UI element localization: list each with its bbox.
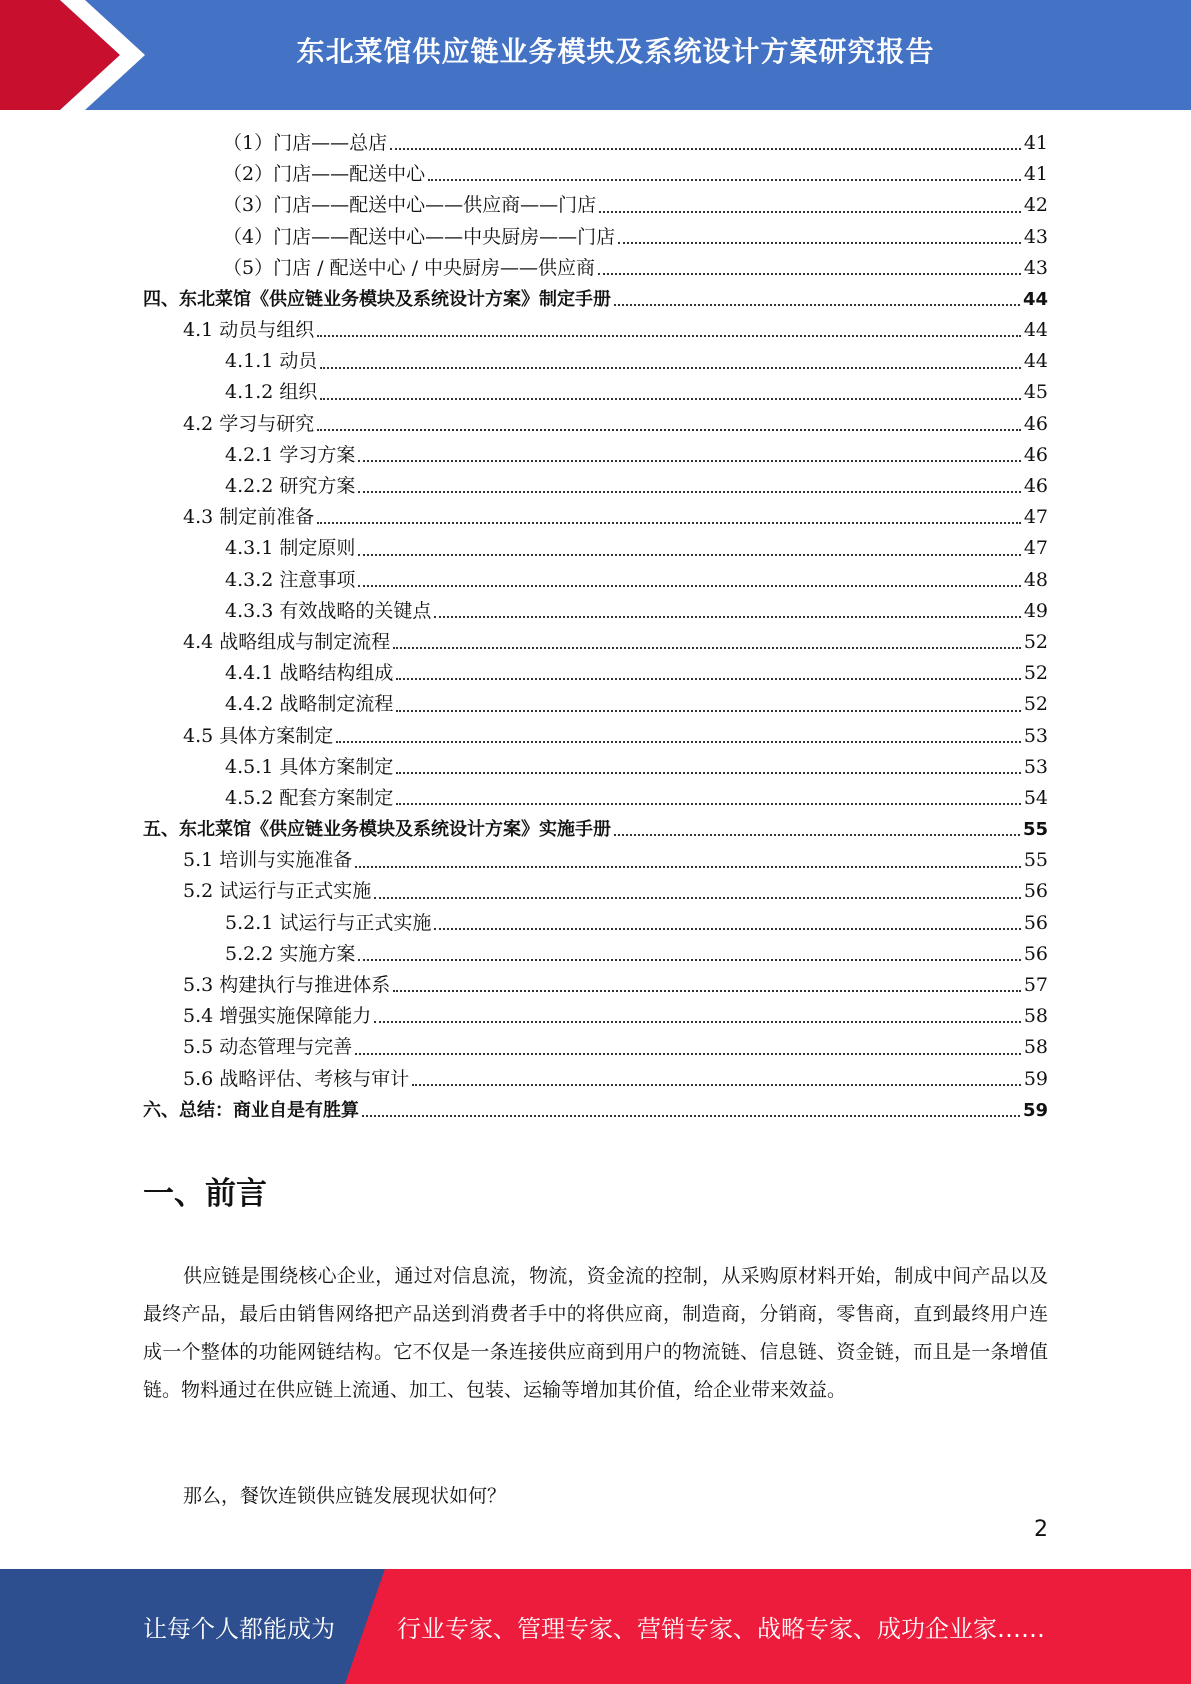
toc-entry[interactable]: [143, 190, 1048, 221]
toc-dot-leader: [317, 429, 1021, 431]
toc-entry-title: 4.4 战略组成与制定流程: [183, 630, 391, 653]
toc-entry-page: 47: [1023, 506, 1048, 529]
toc-dot-leader: [358, 554, 1020, 556]
toc-entry-title: 4.3.2 注意事项: [225, 568, 356, 591]
toc-entry-page: 41: [1023, 163, 1048, 186]
toc-entry-page: 44: [1022, 288, 1048, 310]
toc-entry-title: 4.3.3 有效战略的关键点: [225, 599, 432, 622]
toc-entry-title: 5.2.1 试运行与正式实施: [225, 911, 432, 934]
toc-entry[interactable]: [143, 752, 1048, 783]
toc-entry-title: 五、东北菜馆《供应链业务模块及系统设计方案》实施手册: [143, 819, 611, 841]
toc-dot-leader: [320, 398, 1020, 400]
section-heading: 一、前言: [143, 1176, 267, 1212]
toc-entry[interactable]: [143, 970, 1048, 1001]
toc-entry-page: 42: [1023, 194, 1048, 217]
toc-entry-page: 46: [1023, 412, 1048, 435]
toc-dot-leader: [614, 304, 1020, 306]
toc-dot-leader: [396, 710, 1020, 712]
toc-entry-title: 4.1 动员与组织: [183, 319, 315, 342]
toc-entry[interactable]: [143, 658, 1048, 689]
toc-entry[interactable]: [143, 627, 1048, 658]
toc-entry[interactable]: [143, 1095, 1048, 1126]
page-number: 2: [1034, 1517, 1048, 1542]
toc-entry[interactable]: [143, 565, 1048, 596]
toc-entry-title: 4.2.2 研究方案: [225, 475, 356, 498]
toc-entry-page: 43: [1023, 256, 1048, 279]
toc-entry-title: （5）门店 / 配送中心 / 中央厨房——供应商: [223, 256, 596, 279]
toc-dot-leader: [434, 928, 1020, 930]
toc-dot-leader: [393, 990, 1021, 992]
header-band: [0, 0, 1191, 110]
document-title: 东北菜馆供应链业务模块及系统设计方案研究报告: [296, 35, 935, 68]
body-paragraph: 那么，餐饮连锁供应链发展现状如何？: [183, 1485, 507, 1507]
toc-entry-title: （3）门店——配送中心——供应商——门店: [223, 194, 597, 217]
toc-dot-leader: [374, 897, 1021, 899]
toc-entry-title: （1）门店——总店: [223, 131, 388, 154]
toc-dot-leader: [434, 616, 1020, 618]
body-paragraph: 供应链是围绕核心企业，通过对信息流，物流，资金流的控制，从采购原材料开始，制成中间产品以及最终产品，最后由销售网络把产品送到消费者手中的将供应商，制造商，分销商，零售商，直到最终用户连成一个整体的功能网链结构。它不仅是一条连接供应商到用户的物流链、信息链、资金链，而且是一条增值链。物料通过在供应链上流通、加工、包装、运输等增加其价值，给企业带来效益。: [143, 1265, 1048, 1401]
toc-entry[interactable]: [143, 159, 1048, 190]
toc-entry[interactable]: [143, 814, 1048, 845]
toc-entry-title: 5.2 试运行与正式实施: [183, 880, 372, 903]
toc-entry-title: 4.2 学习与研究: [183, 412, 315, 435]
toc-dot-leader: [598, 273, 1021, 275]
toc-entry-title: 4.3.1 制定原则: [225, 537, 356, 560]
toc-entry[interactable]: [143, 346, 1048, 377]
toc-entry[interactable]: [143, 533, 1048, 564]
table-of-contents: [143, 128, 1048, 1126]
toc-entry-page: 49: [1023, 599, 1048, 622]
toc-dot-leader: [396, 803, 1020, 805]
toc-entry-page: 52: [1023, 693, 1048, 716]
toc-entry-title: 4.1.2 组织: [225, 381, 318, 404]
toc-entry-title: （2）门店——配送中心: [223, 163, 426, 186]
toc-entry-page: 48: [1023, 568, 1048, 591]
toc-entry-title: 四、东北菜馆《供应链业务模块及系统设计方案》制定手册: [143, 288, 611, 310]
toc-dot-leader: [396, 678, 1020, 680]
toc-dot-leader: [358, 585, 1020, 587]
toc-dot-leader: [618, 242, 1021, 244]
toc-dot-leader: [317, 522, 1021, 524]
toc-entry-page: 52: [1023, 630, 1048, 653]
toc-entry-title: 5.5 动态管理与完善: [183, 1036, 353, 1059]
toc-dot-leader: [614, 834, 1020, 836]
footer-band: [0, 1569, 1191, 1684]
toc-dot-leader: [396, 772, 1020, 774]
toc-entry[interactable]: [143, 253, 1048, 284]
toc-entry[interactable]: [143, 877, 1048, 908]
toc-dot-leader: [355, 1053, 1021, 1055]
toc-entry-page: 52: [1023, 662, 1048, 685]
toc-entry-page: 55: [1023, 849, 1048, 872]
toc-entry[interactable]: [143, 222, 1048, 253]
toc-entry[interactable]: [143, 939, 1048, 970]
toc-dot-leader: [412, 1084, 1021, 1086]
toc-dot-leader: [428, 179, 1021, 181]
toc-entry-title: 六、总结：商业自是有胜算: [143, 1099, 359, 1121]
toc-entry-page: 46: [1023, 443, 1048, 466]
toc-dot-leader: [320, 367, 1020, 369]
toc-entry-title: 5.6 战略评估、考核与审计: [183, 1067, 410, 1090]
toc-dot-leader: [358, 959, 1020, 961]
toc-entry-title: （4）门店——配送中心——中央厨房——门店: [223, 225, 616, 248]
toc-entry-title: 5.1 培训与实施准备: [183, 849, 353, 872]
toc-entry-page: 59: [1022, 1099, 1048, 1121]
toc-entry-page: 55: [1022, 819, 1048, 841]
toc-entry-title: 4.1.1 动员: [225, 350, 318, 373]
toc-entry-title: 5.4 增强实施保障能力: [183, 1005, 372, 1028]
toc-entry-page: 46: [1023, 475, 1048, 498]
toc-entry[interactable]: [143, 1032, 1048, 1063]
toc-entry-title: 4.5.1 具体方案制定: [225, 755, 394, 778]
toc-entry-page: 54: [1023, 786, 1048, 809]
toc-entry-page: 53: [1023, 755, 1048, 778]
toc-dot-leader: [374, 1021, 1021, 1023]
toc-entry-page: 53: [1023, 724, 1048, 747]
toc-entry[interactable]: [143, 128, 1048, 159]
toc-entry-title: 4.4.2 战略制定流程: [225, 693, 394, 716]
toc-dot-leader: [393, 647, 1021, 649]
toc-entry[interactable]: [143, 315, 1048, 346]
toc-entry[interactable]: [143, 721, 1048, 752]
toc-entry-page: 43: [1023, 225, 1048, 248]
toc-entry-page: 44: [1023, 350, 1048, 373]
toc-entry[interactable]: [143, 502, 1048, 533]
toc-entry[interactable]: [143, 378, 1048, 409]
toc-dot-leader: [358, 460, 1020, 462]
toc-entry[interactable]: [143, 284, 1048, 315]
toc-entry-title: 4.3 制定前准备: [183, 506, 315, 529]
toc-entry[interactable]: [143, 908, 1048, 939]
toc-entry-title: 4.4.1 战略结构组成: [225, 662, 394, 685]
toc-dot-leader: [336, 741, 1021, 743]
toc-entry-page: 44: [1023, 319, 1048, 342]
toc-entry[interactable]: [143, 596, 1048, 627]
toc-entry-page: 59: [1023, 1067, 1048, 1090]
toc-dot-leader: [358, 491, 1020, 493]
toc-entry-page: 45: [1023, 381, 1048, 404]
toc-entry-title: 4.2.1 学习方案: [225, 443, 356, 466]
toc-entry[interactable]: [143, 783, 1048, 814]
toc-entry-page: 58: [1023, 1036, 1048, 1059]
toc-entry-page: 56: [1023, 880, 1048, 903]
toc-dot-leader: [390, 148, 1021, 150]
toc-entry[interactable]: [143, 471, 1048, 502]
toc-dot-leader: [599, 211, 1021, 213]
footer-slogan-left: 让每个人都能成为: [143, 1615, 335, 1643]
toc-entry[interactable]: [143, 409, 1048, 440]
toc-entry[interactable]: [143, 1001, 1048, 1032]
toc-entry-title: 5.3 构建执行与推进体系: [183, 974, 391, 997]
toc-entry-page: 56: [1023, 942, 1048, 965]
toc-entry-title: 4.5.2 配套方案制定: [225, 786, 394, 809]
toc-entry-title: 4.5 具体方案制定: [183, 724, 334, 747]
toc-entry[interactable]: [143, 1064, 1048, 1095]
toc-entry-page: 58: [1023, 1005, 1048, 1028]
toc-entry-title: 5.2.2 实施方案: [225, 942, 356, 965]
footer-slogan-right: 行业专家、管理专家、营销专家、战略专家、成功企业家……: [397, 1615, 1045, 1643]
toc-entry-page: 57: [1023, 974, 1048, 997]
toc-entry[interactable]: [143, 845, 1048, 876]
toc-entry-page: 56: [1023, 911, 1048, 934]
toc-entry-page: 47: [1023, 537, 1048, 560]
toc-entry-page: 41: [1023, 131, 1048, 154]
toc-entry[interactable]: [143, 440, 1048, 471]
toc-entry[interactable]: [143, 689, 1048, 720]
toc-dot-leader: [362, 1115, 1020, 1117]
toc-dot-leader: [355, 866, 1021, 868]
toc-dot-leader: [317, 335, 1021, 337]
